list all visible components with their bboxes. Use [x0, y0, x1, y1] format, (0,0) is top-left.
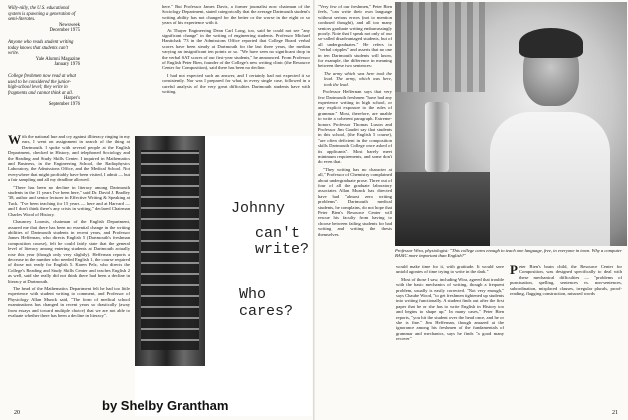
photo-caption: Professor Wira, physiologist: "This college cares enough to teach one language, free, to everyone in town. Why a computer BASIC more important than English?"	[395, 248, 622, 259]
professor-photo	[395, 2, 627, 246]
epigraph-quote	[8, 40, 80, 68]
article-column-3	[318, 4, 392, 414]
paragraph: The head of the Mathematics Department felt he had too little experience with student writing to comment, and Professor of Physiology Allan Munck said, "The form of medical school examinations has changed in recent years so drastically (away from essays and toward multiple choice) that we are not able to evaluate whether there has been a decline in literacy".	[8, 285, 130, 318]
quote-source: Harper's	[63, 96, 80, 102]
article-byline: by Shelby Grantham	[102, 398, 229, 413]
lab-coat	[490, 112, 610, 246]
paragraph: At Thayer Engineering Dean Carl Long, too, said he could not see "any significant change" in the writing of engineering students. Professor Michael Hanitchak '73 in the Admissions Office reported that College Board verbal scores have been steady at Dartmouth for the last three years, the median varying an insignificant ten points or so. "We have seen no significant drop in the verbal SAT scores of our first-year students," he announced. From Professor of English Peter Bien, founder of the College's new writing clinic (the Resource Center for Composition), said there has been no decline.	[162, 27, 310, 71]
illustration-text-who-cares: Who cares?	[239, 286, 294, 320]
paragraph: here." But Professor James Davis, a former journalist now chairman of the Sociology Department, stated categorically that the average Dartmouth student's writing ability has not changed for the better or the worse in the eight or so years of his experience with it.	[162, 4, 310, 26]
article-column-4	[396, 264, 504, 412]
paragraph-text: eter Bien's brain child, the Resource Center for Composition, was designed specifically to deal with these mechanical difficulties — "problems of punctuation, spelling, sentences vs. non-sentences, subordination, misplaced clauses, irregular plurals, proof-reading, flagging construction, misused words	[510, 264, 622, 297]
epigraph-quote	[8, 74, 80, 108]
quote-date: September 1976	[48, 101, 80, 107]
page-gutter	[313, 0, 315, 420]
article-column-2	[162, 4, 310, 134]
quote-source: Newsweek	[58, 22, 80, 28]
quote-text: College freshmen now read at what used to be considered the junior-high-school level; they write in fragments and cannot think at all.	[8, 73, 76, 96]
paragraph	[8, 134, 130, 183]
quote-text: Anyone who reads student writing today knows that students can't write.	[8, 39, 74, 57]
quote-text: Willy-nilly, the U.S. educational system is spawning a generation of semi-literates.	[8, 6, 76, 23]
typewriter-illustration	[135, 136, 312, 416]
professor-hair	[519, 28, 583, 58]
paragraph: I had not expected such an answer, and I certainly had not expected it so consistently. Nor was I prepared for what, in every single case, followed in a careful analysis of the very great difficulties Dartmouth students have with writing.	[162, 72, 310, 95]
drop-cap: W	[8, 134, 21, 147]
typewriter-keys	[141, 150, 199, 350]
article-column-5	[510, 264, 622, 412]
paragraph: "There has been no decline in literacy among Dartmouth students in the 11 years I've been here," said Dr. David J. Bradley '38, author and senior lecturer in Effective Writing & Speaking at Tuck. "I've been teaching for 15 years — here and at Harvard — and I don't think there's any crisis in writing," declared Chairman Charles Wood of History.	[8, 184, 130, 217]
article-column-1	[8, 134, 130, 402]
quote-date: January 1976	[54, 62, 80, 68]
paragraph: Most of those I saw, including Wira, agreed that trouble with the basic mechanics of writing, though a frequent problem, usually is easily corrected. "Not very enough," says Chaube Wood, "to get freshmen tightened up students into writing functionally. A student finds out after the first paper that he or she has to write English in History too and begins to shape up." In many cases," Peter Bien reports, "you hit the student over the head once, and he or she is fine." Jim Heffernan, though amazed at the ignorance among his freshmen of the fundamentals of grammar and mechanics, says he finds "a good many recover"	[396, 276, 504, 342]
illustration-text-johnny: Johnny	[231, 200, 286, 217]
paragraph: "Very few of our freshmen," Peter Bien feels, "can write their own language without serious errors (not to mention confused thought), and all too many seniors graduate writing embarrassingly poorly. Note that I speak not only of our so-called disadvantaged students, but of all undergraduates." He refers to "verbal cripples" and asserts that no one in ten Dartmouth students will know, for example, the difference in meaning between these two sentences:	[318, 4, 392, 69]
quote-source: Yale Alumni Magazine	[35, 56, 80, 62]
lab-bench	[395, 172, 505, 246]
epigraph-quote	[8, 6, 80, 34]
paragraph-text: ith the national hue and cry against illiteracy ringing in my ears, I went on assignment in search of the thing at Dartmouth. I spoke with several people at the English Department, checked in History, and telephoned Sociology and the Reading and Study Skills Center. I inquired in Mathematics and Business, in the Engineering School, the Radiophysics Laboratory, the Admissions Office, and the Medical School. Not everywhere that might profitably have been visited, I admit — but a fair sampling and all my deadline allowed.	[8, 134, 130, 183]
paragraph: would make time for it, with gratitude. It would save untold agonies of time trying to write in the dark."	[396, 264, 504, 275]
paragraph: Chauncey Loomis, chairman of the English Department, assured me that there has been no essential change in the writing abilities of Dartmouth students in recent years, and Professor James Heffernan, who directs English 5 (Dartmouth's freshman composition course), felt he could fairly state that the general level of literacy among entering students at Dartmouth actually rose this year (though only very slightly). Heffernan reports a decrease in the number who needed English 1, the course required of those not ready for English 5. Karen Pelz, who directs the College's Reading and Study Skills Center and teaches English 2 as well, said she really did not think there had been a decline in literacy at Dartmouth.	[8, 219, 130, 284]
epigraph-quotes	[8, 6, 80, 114]
paragraph: Professor Heffernan says that very few Dartmouth freshmen "have had any experience writing in high school, or any explicit exposure to the rules of grammar." Most, therefore, are unable to write a coherent paragraph. Extreme-honors Professor Thomas Luxon and Professor Jim Gaudet say that students in this school, (the English 5 course), "are often deficient in the composition skills Dartmouth College once asked of its applicants". Most barely meet minimum requirements, and some don't do even that.	[318, 89, 392, 165]
page-number-right: 21	[612, 410, 618, 416]
drop-cap: P	[510, 264, 518, 277]
quote-date: December 1975	[49, 28, 80, 34]
paragraph	[510, 264, 622, 296]
paragraph: "They writing has no character at all," Professor of Chemistry complained about undergraduate prose. Three out of four of all the graduate laboratory associates Allan Munck has directed have had "almost zero writing problems". Dartmouth medical students, he complains, do not hope that Peter Bien's Resource Center will rescue his faculty from having to choose between failing students for bad writing and writing the thesis themselves.	[318, 166, 392, 237]
illustration-text-cant-write: can't write?	[255, 225, 310, 258]
page-number-left: 20	[14, 410, 20, 416]
lab-shelf	[395, 2, 485, 92]
example-sentences: The army which was here took the lead. The army, which was here, took the lead.	[324, 70, 392, 87]
lab-flask	[425, 102, 449, 172]
